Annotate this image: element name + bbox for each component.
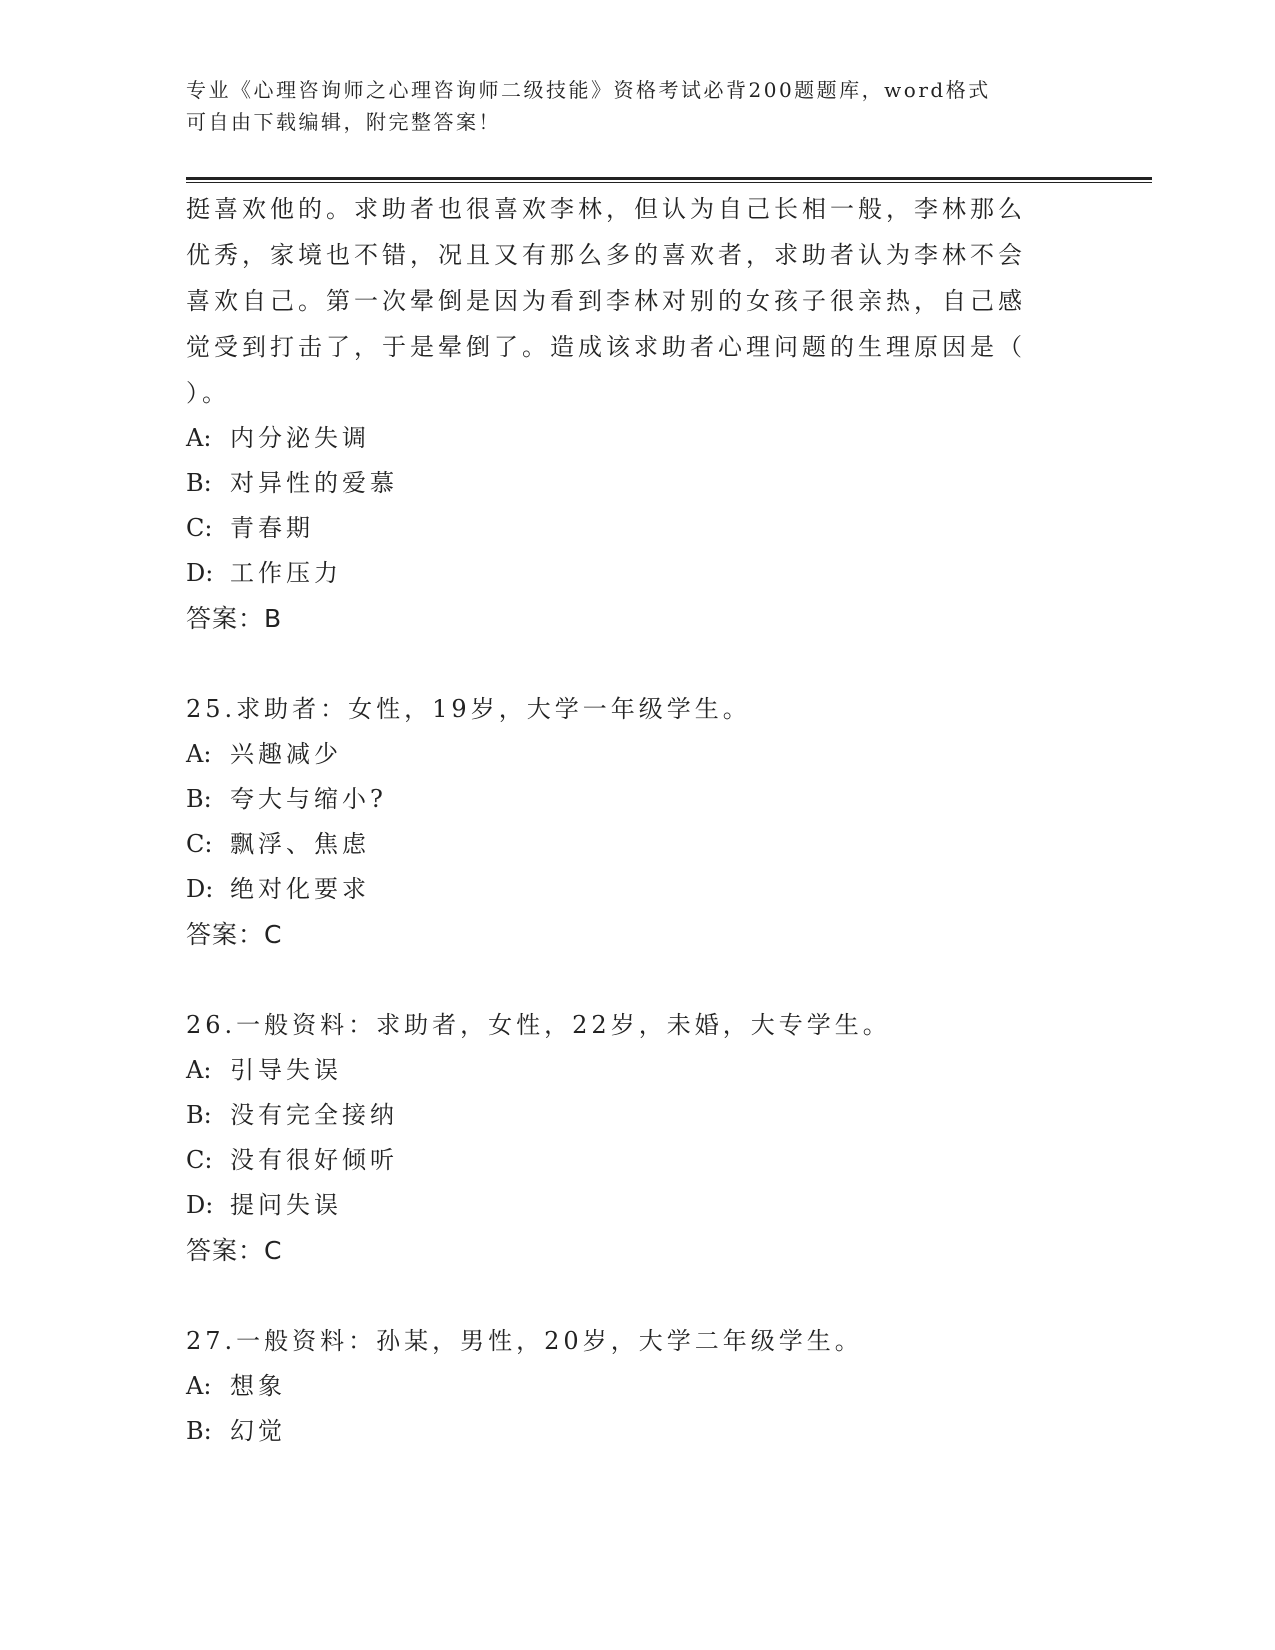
option-b xyxy=(186,777,1086,822)
spacer xyxy=(186,958,1086,1002)
option-text: 工作压力 xyxy=(230,559,342,587)
option-letter: B: xyxy=(186,1101,212,1129)
spacer xyxy=(186,642,1086,686)
option-text: 没有很好倾听 xyxy=(230,1146,398,1174)
spacer xyxy=(186,1274,1086,1318)
header-divider-thin xyxy=(186,182,1152,183)
option-letter: C: xyxy=(186,1146,213,1174)
option-text: 想象 xyxy=(230,1372,286,1400)
option-letter: A: xyxy=(186,1372,212,1400)
answer-line: 答案：B xyxy=(186,604,283,633)
option-letter: B: xyxy=(186,1417,212,1445)
option-d xyxy=(186,867,1086,912)
option-letter: B: xyxy=(186,469,212,497)
option-d xyxy=(186,1183,1086,1228)
option-c xyxy=(186,506,1086,551)
answer-line: 答案：C xyxy=(186,1236,283,1265)
option-text: 没有完全接纳 xyxy=(230,1101,398,1129)
option-a xyxy=(186,732,1086,777)
option-c xyxy=(186,1138,1086,1183)
option-letter: D: xyxy=(186,1191,214,1219)
option-text: 内分泌失调 xyxy=(230,424,370,452)
question-stem-line: ）。 xyxy=(186,379,230,407)
option-b xyxy=(186,1409,1086,1454)
question-title: 25.求助者：女性，19岁，大学一年级学生。 xyxy=(186,695,751,723)
question-title: 27.一般资料：孙某，男性，20岁，大学二年级学生。 xyxy=(186,1327,863,1355)
question-stem-line: 挺喜欢他的。求助者也很喜欢李林，但认为自己长相一般，李林那么 xyxy=(186,195,1026,223)
option-text: 青春期 xyxy=(230,514,314,542)
option-text: 对异性的爱慕 xyxy=(230,469,398,497)
header-title-line-1: 专业《心理咨询师之心理咨询师二级技能》资格考试必背200题题库，word格式 xyxy=(186,78,991,102)
option-a xyxy=(186,1364,1086,1409)
option-letter: D: xyxy=(186,875,214,903)
option-text: 幻觉 xyxy=(230,1417,286,1445)
answer-line: 答案：C xyxy=(186,920,283,949)
header-divider-thick xyxy=(186,177,1152,180)
question-title: 26.一般资料：求助者，女性，22岁，未婚，大专学生。 xyxy=(186,1011,891,1039)
header-title-line-2: 可自由下载编辑，附完整答案！ xyxy=(186,110,501,134)
option-letter: A: xyxy=(186,740,212,768)
option-a xyxy=(186,1048,1086,1093)
question-stem-line: 喜欢自己。第一次晕倒是因为看到李林对别的女孩子很亲热，自己感 xyxy=(186,287,1026,315)
option-a xyxy=(186,416,1086,461)
question-content xyxy=(186,186,1086,1454)
question-27 xyxy=(186,1318,1086,1454)
option-letter: B: xyxy=(186,785,212,813)
option-d xyxy=(186,551,1086,596)
option-text: 绝对化要求 xyxy=(230,875,370,903)
question-25 xyxy=(186,686,1086,958)
page-header xyxy=(186,74,1066,138)
option-text: 提问失误 xyxy=(230,1191,342,1219)
option-b xyxy=(186,1093,1086,1138)
option-letter: A: xyxy=(186,1056,212,1084)
option-text: 引导失误 xyxy=(230,1056,342,1084)
option-letter: C: xyxy=(186,830,213,858)
question-stem-line: 觉受到打击了，于是晕倒了。造成该求助者心理问题的生理原因是（ xyxy=(186,333,1026,361)
option-b xyxy=(186,461,1086,506)
option-text: 飘浮、焦虑 xyxy=(230,830,370,858)
option-letter: C: xyxy=(186,514,213,542)
question-26 xyxy=(186,1002,1086,1274)
question-stem-line: 优秀，家境也不错，况且又有那么多的喜欢者，求助者认为李林不会 xyxy=(186,241,1026,269)
option-text: 夸大与缩小? xyxy=(230,785,387,813)
option-letter: D: xyxy=(186,559,214,587)
option-text: 兴趣减少 xyxy=(230,740,342,768)
question-24-continued xyxy=(186,186,1086,642)
option-c xyxy=(186,822,1086,867)
option-letter: A: xyxy=(186,424,212,452)
